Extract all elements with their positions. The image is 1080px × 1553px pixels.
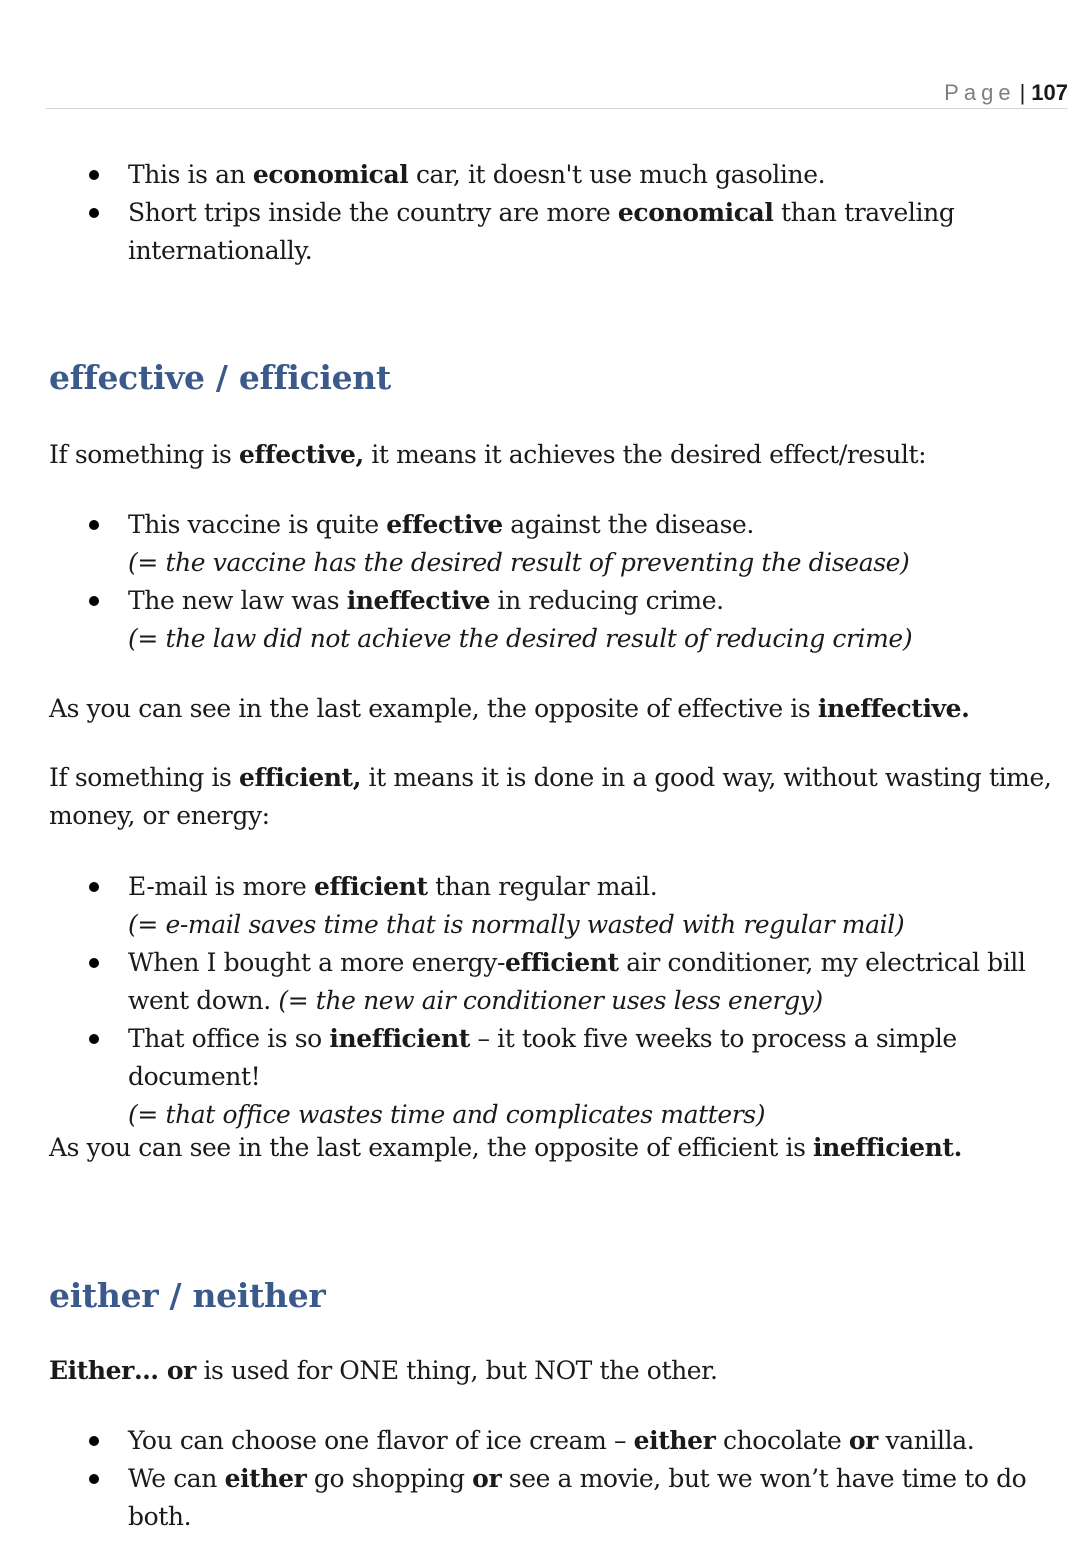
opposite-effective: As you can see in the last example, the opposite of effective is ineffective. [49, 694, 970, 723]
opposite-efficient: As you can see in the last example, the opposite of efficient is inefficient. [49, 1133, 962, 1162]
example-note: (= e-mail saves time that is normally wasted with regular mail) [128, 910, 905, 939]
section-heading-either-neither: either / neither [49, 1276, 326, 1315]
either-example-list [49, 1422, 1074, 1536]
definition-efficient: If something is efficient, it means it is done in a good way, without wasting time, money, or energy: [49, 763, 1052, 830]
example-note: (= that office wastes time and complicates matters) [128, 1100, 766, 1129]
example-note: (= the vaccine has the desired result of preventing the disease) [128, 548, 910, 577]
page-number-label [944, 80, 1068, 106]
definition-effective: If something is effective, it means it achieves the desired effect/result: [49, 440, 927, 469]
definition-either-or: Either… or is used for ONE thing, but NOT the other. [49, 1356, 718, 1385]
list-item: Short trips inside the country are more economical than traveling internationally. [49, 194, 1074, 270]
list-item: This is an economical car, it doesn't use much gasoline. [49, 156, 1074, 194]
page-header [46, 78, 1068, 109]
list-item: This vaccine is quite effective against the disease. (= the vaccine has the desired result of preventing the disease) [49, 506, 1074, 582]
example-note: (= the new air conditioner uses less energy) [278, 986, 823, 1015]
efficient-example-list [49, 868, 1074, 1134]
list-item: We can either go shopping or see a movie, but we won’t have time to do both. [49, 1460, 1074, 1536]
list-item: That office is so inefficient – it took five weeks to process a simple document! (= that office wastes time and complicates matters) [49, 1020, 1074, 1134]
list-item: When I bought a more energy-efficient air conditioner, my electrical bill went down. (= the new air conditioner uses less energy) [49, 944, 1074, 1020]
top-example-list [49, 156, 1074, 270]
effective-example-list [49, 506, 1074, 658]
list-item: You can choose one flavor of ice cream – either chocolate or vanilla. [49, 1422, 1074, 1460]
section-heading-effective-efficient: effective / efficient [49, 358, 391, 397]
page-number: 107 [1031, 80, 1068, 105]
list-item: The new law was ineffective in reducing crime. (= the law did not achieve the desired result of reducing crime) [49, 582, 1074, 658]
page-word: Page [944, 80, 1016, 105]
example-note: (= the law did not achieve the desired result of reducing crime) [128, 624, 913, 653]
list-item: E-mail is more efficient than regular mail. (= e-mail saves time that is normally wasted with regular mail) [49, 868, 1074, 944]
page-separator: | [1019, 80, 1026, 105]
